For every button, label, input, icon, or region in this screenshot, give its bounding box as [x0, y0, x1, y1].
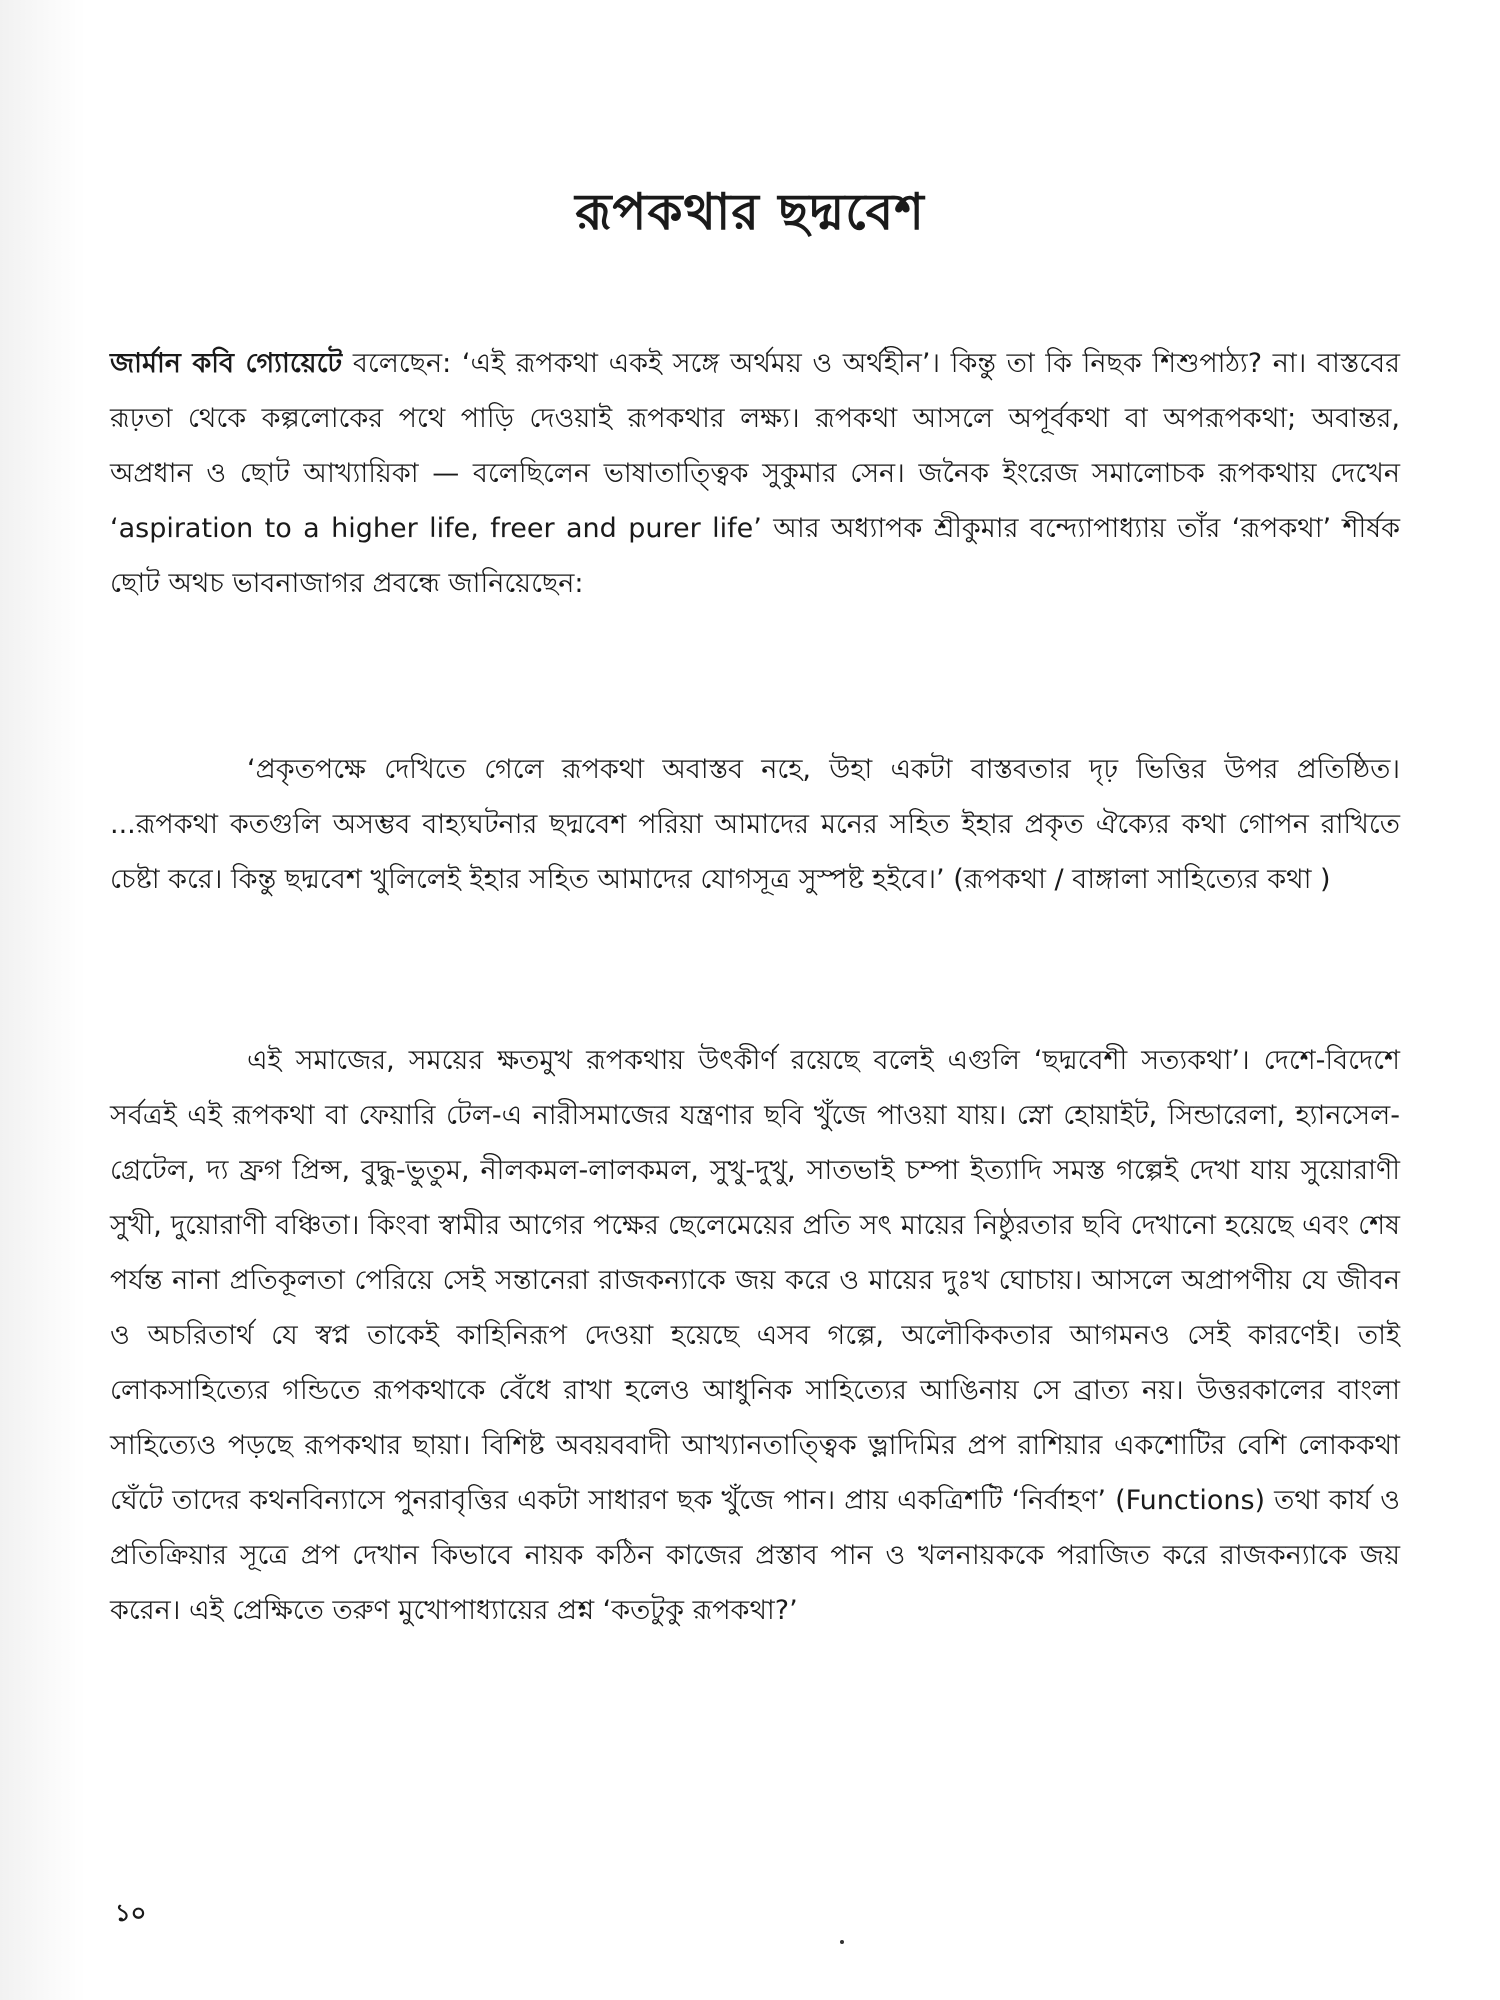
- paragraph-intro-lead: জার্মান কবি গ্যোয়েটে: [110, 348, 343, 379]
- paragraph-intro-body: বলেছেন: ‘এই রূপকথা একই সঙ্গে অর্থময় ও অর্থহীন’। কিন্তু তা কি নিছক শিশুপাঠ্য? না। বাস্তবের রূঢ়তা থেকে কল্পলোকের পথে পাড়ি দেওয়াই রূপকথার লক্ষ্য। রূপকথা আসলে অপূর্বকথা বা অপরূপকথা; অবান্তর, অপ্রধান ও ছোট আখ্যায়িকা — বলেছিলেন ভাষাতাত্ত্বিক সুকুমার সেন। জনৈক ইংরেজ সমালোচক রূপকথায় দেখেন ‘aspiration to a higher life, freer and purer life’ আর অধ্যাপক শ্রীকুমার বন্দ্যোপাধ্যায় তাঁর ‘রূপকথা’ শীর্ষক ছোট অথচ ভাবনাজাগর প্রবন্ধে জানিয়েছেন:: [110, 348, 1400, 599]
- paragraph-main: এই সমাজের, সময়ের ক্ষতমুখ রূপকথায় উৎকীর্ণ রয়েছে বলেই এগুলি ‘ছদ্মবেশী সত্যকথা’। দেশে-বিদেশে সর্বত্রই এই রূপকথা বা ফেয়ারি টেল-এ নারীসমাজের যন্ত্রণার ছবি খুঁজে পাওয়া যায়। স্নো হোয়াইট, সিন্ডারেলা, হ্যানসেল-গ্রেটেল, দ্য ফ্রগ প্রিন্স, বুদ্ধু-ভুতুম, নীলকমল-লালকমল, সুখু-দুখু, সাতভাই চম্পা ইত্যাদি সমস্ত গল্পেই দেখা যায় সুয়োরাণী সুখী, দুয়োরাণী বঞ্চিতা। কিংবা স্বামীর আগের পক্ষের ছেলেমেয়ের প্রতি সৎ মায়ের নিষ্ঠুরতার ছবি দেখানো হয়েছে এবং শেষ পর্যন্ত নানা প্রতিকূলতা পেরিয়ে সেই সন্তানেরা রাজকন্যাকে জয় করে ও মায়ের দুঃখ ঘোচায়। আসলে অপ্রাপণীয় যে জীবন ও অচরিতার্থ যে স্বপ্ন তাকেই কাহিনিরূপ দেওয়া হয়েছে এসব গল্পে, অলৌকিকতার আগমনও সেই কারণেই। তাই লোকসাহিত্যের গন্ডিতে রূপকথাকে বেঁধে রাখা হলেও আধুনিক সাহিত্যের আঙিনায় সে ব্রাত্য নয়। উত্তরকালের বাংলা সাহিত্যেও পড়ছে রূপকথার ছায়া। বিশিষ্ট অবয়ববাদী আখ্যানতাত্ত্বিক ভ্লাদিমির প্রপ রাশিয়ার একশোটির বেশি লোককথা ঘেঁটে তাদের কথনবিন্যাসে পুনরাবৃত্তির একটা সাধারণ ছক খুঁজে পান। প্রায় একত্রিশটি ‘নির্বাহণ’ (Functions) তথা কার্য ও প্রতিক্রিয়ার সূত্রে প্রপ দেখান কিভাবে নায়ক কঠিন কাজের প্রস্তাব পান ও খলনায়ককে পরাজিত করে রাজকন্যাকে জয় করেন। এই প্রেক্ষিতে তরুণ মুখোপাধ্যায়ের প্রশ্ন ‘কতটুকু রূপকথা?’: [110, 1045, 1400, 1626]
- page-number: ১০: [115, 1899, 147, 1927]
- chapter-title: রূপকথার ছদ্মবেশ: [575, 182, 925, 241]
- print-speck: [840, 1940, 844, 1944]
- paragraph-intro: [110, 336, 1400, 611]
- block-quote: ‘প্রকৃতপক্ষে দেখিতে গেলে রূপকথা অবাস্তব নহে, উহা একটা বাস্তবতার দৃঢ় ভিত্তির উপর প্রতিষ্ঠিত। ...রূপকথা কতগুলি অসম্ভব বাহ্যঘটনার ছদ্মবেশ পরিয়া আমাদের মনের সহিত ইহার প্রকৃত ঐক্যের কথা গোপন রাখিতে চেষ্টা করে। কিন্তু ছদ্মবেশ খুলিলেই ইহার সহিত আমাদের যোগসূত্র সুস্পষ্ট হইবে।’ (রূপকথা / বাঙ্গালা সাহিত্যের কথা ): [110, 754, 1400, 895]
- binding-shadow: [0, 0, 86, 2000]
